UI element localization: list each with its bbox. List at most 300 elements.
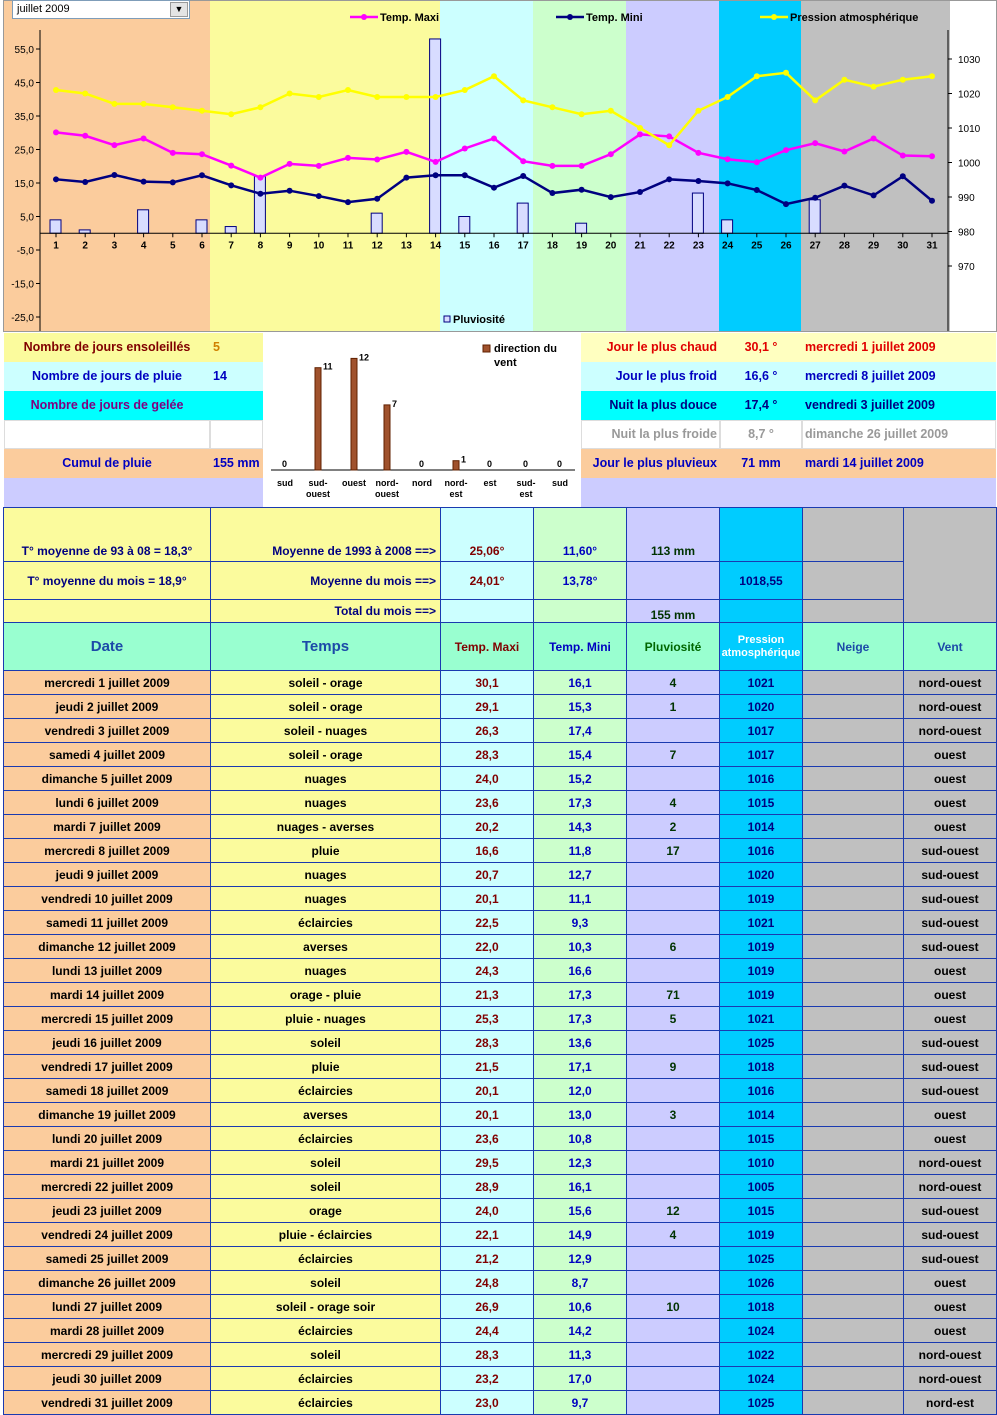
cell-vent[interactable]: nord-ouest: [904, 1367, 997, 1391]
cell-tmax[interactable]: 24,8: [441, 1271, 534, 1295]
cell-date[interactable]: vendredi 31 juillet 2009: [4, 1391, 211, 1415]
cell-vent[interactable]: ouest: [904, 815, 997, 839]
cell-tmin[interactable]: 10,6: [534, 1295, 627, 1319]
cell-pres[interactable]: 1015: [720, 1199, 803, 1223]
cell-pluv[interactable]: [627, 1319, 720, 1343]
cell-tmax[interactable]: 22,1: [441, 1223, 534, 1247]
cell-vent[interactable]: sud-ouest: [904, 1199, 997, 1223]
cell-temps[interactable]: soleil: [211, 1271, 441, 1295]
cell-neige[interactable]: [803, 935, 904, 959]
cell-tmin[interactable]: 16,1: [534, 671, 627, 695]
cell-pres[interactable]: 1016: [720, 839, 803, 863]
cell-vent[interactable]: sud-ouest: [904, 863, 997, 887]
cell-pres[interactable]: 1019: [720, 887, 803, 911]
cell-temps[interactable]: soleil: [211, 1031, 441, 1055]
cell-date[interactable]: samedi 25 juillet 2009: [4, 1247, 211, 1271]
cell-neige[interactable]: [803, 863, 904, 887]
cell-temps[interactable]: soleil: [211, 1151, 441, 1175]
cell-neige[interactable]: [803, 1007, 904, 1031]
table-row: [4, 911, 997, 935]
cell-temps[interactable]: averses: [211, 1103, 441, 1127]
cell-neige[interactable]: [803, 1151, 904, 1175]
col-header-pluv[interactable]: Pluviosité: [627, 623, 720, 671]
cell-tmin[interactable]: 10,8: [534, 1127, 627, 1151]
cell-tmax[interactable]: 28,3: [441, 743, 534, 767]
cell-vent[interactable]: ouest: [904, 1103, 997, 1127]
cell-vent[interactable]: sud-ouest: [904, 1079, 997, 1103]
cell-temps[interactable]: pluie - nuages: [211, 1007, 441, 1031]
cell-vent[interactable]: nord-est: [904, 1391, 997, 1415]
cell-vent[interactable]: sud-ouest: [904, 887, 997, 911]
cell-pres[interactable]: 1025: [720, 1391, 803, 1415]
cell-pres[interactable]: 1025: [720, 1031, 803, 1055]
cell-pres[interactable]: 1020: [720, 863, 803, 887]
cell-date[interactable]: dimanche 12 juillet 2009: [4, 935, 211, 959]
cell-tmax[interactable]: 20,1: [441, 1103, 534, 1127]
x-tick-label: 17: [517, 240, 529, 252]
cell-vent[interactable]: sud-ouest: [904, 1247, 997, 1271]
cell-temps[interactable]: nuages: [211, 791, 441, 815]
cell-pres[interactable]: 1014: [720, 815, 803, 839]
cell-pluv[interactable]: [627, 1271, 720, 1295]
cell-tmax[interactable]: 26,3: [441, 719, 534, 743]
cell-pres[interactable]: 1019: [720, 1223, 803, 1247]
cell-tmax[interactable]: 21,3: [441, 983, 534, 1007]
cell-tmax[interactable]: 28,9: [441, 1175, 534, 1199]
left-tick-label: 5,0: [20, 212, 34, 224]
cell-tmax[interactable]: 28,3: [441, 1031, 534, 1055]
cell-tmin[interactable]: 14,2: [534, 1319, 627, 1343]
avg-1993-2008-label: Moyenne de 1993 à 2008 ==>: [211, 508, 441, 562]
series-point: [316, 94, 322, 100]
cell-temps[interactable]: nuages: [211, 959, 441, 983]
cell-pres[interactable]: 1014: [720, 1103, 803, 1127]
cell-vent[interactable]: nord-ouest: [904, 671, 997, 695]
cell-pluv[interactable]: 71: [627, 983, 720, 1007]
cell-date[interactable]: mercredi 8 juillet 2009: [4, 839, 211, 863]
cell-pluv[interactable]: 3: [627, 1103, 720, 1127]
series-point: [637, 125, 643, 131]
cell-pluv[interactable]: 12: [627, 1199, 720, 1223]
cell-tmin[interactable]: 9,3: [534, 911, 627, 935]
cell-date[interactable]: lundi 27 juillet 2009: [4, 1295, 211, 1319]
cell-vent[interactable]: ouest: [904, 959, 997, 983]
series-point: [433, 159, 439, 165]
wind-category-label: est: [449, 489, 463, 499]
cell-tmin[interactable]: 17,1: [534, 1055, 627, 1079]
cell-pres[interactable]: 1020: [720, 695, 803, 719]
cell-temps[interactable]: nuages: [211, 863, 441, 887]
cell-vent[interactable]: nord-ouest: [904, 1175, 997, 1199]
cell-pluv[interactable]: 6: [627, 935, 720, 959]
cell-date[interactable]: vendredi 17 juillet 2009: [4, 1055, 211, 1079]
chevron-down-icon[interactable]: ▼: [170, 2, 188, 17]
col-header-neige[interactable]: Neige: [803, 623, 904, 671]
cell-temps[interactable]: éclaircies: [211, 1247, 441, 1271]
cell-pres[interactable]: 1018: [720, 1295, 803, 1319]
cell-date[interactable]: vendredi 24 juillet 2009: [4, 1223, 211, 1247]
cell-pluv[interactable]: 5: [627, 1007, 720, 1031]
cell-tmax[interactable]: 16,6: [441, 839, 534, 863]
cell-date[interactable]: dimanche 26 juillet 2009: [4, 1271, 211, 1295]
cell-vent[interactable]: sud-ouest: [904, 1031, 997, 1055]
cell-neige[interactable]: [803, 1391, 904, 1415]
cell-temps[interactable]: soleil: [211, 1343, 441, 1367]
x-tick-label: 4: [140, 240, 147, 252]
cell-date[interactable]: lundi 20 juillet 2009: [4, 1127, 211, 1151]
cell-neige[interactable]: [803, 791, 904, 815]
x-tick-label: 15: [459, 240, 471, 252]
left-tick-label: 55,0: [14, 45, 34, 56]
cell-date[interactable]: vendredi 10 juillet 2009: [4, 887, 211, 911]
series-point: [549, 190, 555, 196]
cell-tmin[interactable]: 16,1: [534, 1175, 627, 1199]
cell-neige[interactable]: [803, 767, 904, 791]
cell-neige[interactable]: [803, 695, 904, 719]
col-header-temps[interactable]: Temps: [211, 623, 441, 671]
cell-date[interactable]: samedi 4 juillet 2009: [4, 743, 211, 767]
cell-pluv[interactable]: 7: [627, 743, 720, 767]
cell-pluv[interactable]: [627, 1127, 720, 1151]
cell-date[interactable]: jeudi 9 juillet 2009: [4, 863, 211, 887]
cell-tmin[interactable]: 13,0: [534, 1103, 627, 1127]
series-point: [725, 156, 731, 162]
cell-neige[interactable]: [803, 671, 904, 695]
cell-tmax[interactable]: 23,6: [441, 1127, 534, 1151]
cell-date[interactable]: dimanche 19 juillet 2009: [4, 1103, 211, 1127]
cell-vent[interactable]: sud-ouest: [904, 839, 997, 863]
cell-pluv[interactable]: 4: [627, 1223, 720, 1247]
cell-temps[interactable]: éclaircies: [211, 911, 441, 935]
cell-vent[interactable]: ouest: [904, 767, 997, 791]
cell-vent[interactable]: sud-ouest: [904, 911, 997, 935]
cell-pluv[interactable]: [627, 1079, 720, 1103]
cell-tmax[interactable]: 22,0: [441, 935, 534, 959]
cell-neige[interactable]: [803, 719, 904, 743]
cell-temps[interactable]: nuages: [211, 887, 441, 911]
cell-tmin[interactable]: 14,9: [534, 1223, 627, 1247]
cell-vent[interactable]: sud-ouest: [904, 1055, 997, 1079]
cell-pres[interactable]: 1021: [720, 1007, 803, 1031]
cell-pres[interactable]: 1005: [720, 1175, 803, 1199]
wind-direction-chart: [263, 333, 581, 507]
table-row: [4, 671, 997, 695]
cell-neige[interactable]: [803, 839, 904, 863]
cell-temps[interactable]: éclaircies: [211, 1127, 441, 1151]
cell-tmin[interactable]: 13,6: [534, 1031, 627, 1055]
cell-vent[interactable]: nord-ouest: [904, 695, 997, 719]
cell-tmax[interactable]: 21,2: [441, 1247, 534, 1271]
cell-pluv[interactable]: [627, 767, 720, 791]
total-month-blank: [4, 600, 211, 623]
table-row: [4, 1031, 997, 1055]
col-header-tmax[interactable]: Temp. Maxi: [441, 623, 534, 671]
cell-tmin[interactable]: 12,0: [534, 1079, 627, 1103]
cell-tmin[interactable]: 17,3: [534, 983, 627, 1007]
cell-pluv[interactable]: [627, 1175, 720, 1199]
series-point: [783, 201, 789, 207]
cell-vent[interactable]: ouest: [904, 791, 997, 815]
cell-neige[interactable]: [803, 911, 904, 935]
cell-temps[interactable]: nuages: [211, 767, 441, 791]
cell-temps[interactable]: éclaircies: [211, 1367, 441, 1391]
cell-temps[interactable]: éclaircies: [211, 1391, 441, 1415]
cell-temps[interactable]: pluie - éclaircies: [211, 1223, 441, 1247]
cell-neige[interactable]: [803, 1055, 904, 1079]
cell-tmax[interactable]: 25,3: [441, 1007, 534, 1031]
cell-pluv[interactable]: [627, 959, 720, 983]
cell-vent[interactable]: ouest: [904, 1007, 997, 1031]
cell-tmax[interactable]: 23,6: [441, 791, 534, 815]
cell-tmin[interactable]: 11,3: [534, 1343, 627, 1367]
cell-temps[interactable]: soleil - nuages: [211, 719, 441, 743]
cell-pres[interactable]: 1021: [720, 911, 803, 935]
cell-pluv[interactable]: 9: [627, 1055, 720, 1079]
cell-pres[interactable]: 1024: [720, 1319, 803, 1343]
cell-pluv[interactable]: [627, 911, 720, 935]
cell-tmin[interactable]: 17,3: [534, 1007, 627, 1031]
cell-temps[interactable]: pluie: [211, 1055, 441, 1079]
cell-tmax[interactable]: 23,0: [441, 1391, 534, 1415]
cell-pluv[interactable]: 4: [627, 671, 720, 695]
cell-neige[interactable]: [803, 815, 904, 839]
col-header-vent[interactable]: Vent: [904, 623, 997, 671]
cell-date[interactable]: vendredi 3 juillet 2009: [4, 719, 211, 743]
series-point: [754, 187, 760, 193]
cell-tmax[interactable]: 21,5: [441, 1055, 534, 1079]
cell-tmin[interactable]: 11,8: [534, 839, 627, 863]
cell-tmax[interactable]: 22,5: [441, 911, 534, 935]
cell-tmin[interactable]: 9,7: [534, 1391, 627, 1415]
wind-legend-label: vent: [494, 357, 517, 369]
cell-pluv[interactable]: [627, 863, 720, 887]
cell-neige[interactable]: [803, 1247, 904, 1271]
cell-date[interactable]: mardi 7 juillet 2009: [4, 815, 211, 839]
series-point: [170, 104, 176, 110]
series-point: [695, 108, 701, 114]
cell-date[interactable]: jeudi 2 juillet 2009: [4, 695, 211, 719]
cell-pluv[interactable]: [627, 719, 720, 743]
cell-pres[interactable]: 1015: [720, 1127, 803, 1151]
cell-tmin[interactable]: 17,0: [534, 1367, 627, 1391]
cell-tmin[interactable]: 17,3: [534, 791, 627, 815]
series-point: [812, 97, 818, 103]
cell-neige[interactable]: [803, 1031, 904, 1055]
cell-temps[interactable]: orage - pluie: [211, 983, 441, 1007]
cell-pres[interactable]: 1022: [720, 1343, 803, 1367]
cell-neige[interactable]: [803, 1175, 904, 1199]
x-tick-label: 12: [371, 240, 383, 252]
cell-date[interactable]: mardi 28 juillet 2009: [4, 1319, 211, 1343]
cell-tmin[interactable]: 16,6: [534, 959, 627, 983]
cell-neige[interactable]: [803, 1079, 904, 1103]
cell-tmax[interactable]: 28,3: [441, 1343, 534, 1367]
cell-tmin[interactable]: 12,3: [534, 1151, 627, 1175]
series-point: [141, 101, 147, 107]
cell-neige[interactable]: [803, 1223, 904, 1247]
cell-pluv[interactable]: [627, 1031, 720, 1055]
cell-date[interactable]: dimanche 5 juillet 2009: [4, 767, 211, 791]
avg-1993-2008-tmax: 25,06°: [441, 508, 534, 562]
cell-neige[interactable]: [803, 743, 904, 767]
cell-tmin[interactable]: 8,7: [534, 1271, 627, 1295]
cell-pres[interactable]: 1019: [720, 935, 803, 959]
cell-tmax[interactable]: 20,2: [441, 815, 534, 839]
cell-tmin[interactable]: 11,1: [534, 887, 627, 911]
cell-vent[interactable]: nord-ouest: [904, 719, 997, 743]
x-tick-label: 14: [430, 240, 442, 252]
cell-temps[interactable]: soleil: [211, 1175, 441, 1199]
cell-pres[interactable]: 1015: [720, 791, 803, 815]
cell-neige[interactable]: [803, 1319, 904, 1343]
cell-vent[interactable]: ouest: [904, 743, 997, 767]
wind-value-label: 0: [487, 459, 493, 469]
cell-temps[interactable]: éclaircies: [211, 1319, 441, 1343]
cell-pres[interactable]: 1017: [720, 719, 803, 743]
cell-tmax[interactable]: 20,7: [441, 863, 534, 887]
left-tick-label: -25,0: [11, 313, 34, 324]
cell-tmax[interactable]: 24,0: [441, 767, 534, 791]
cell-tmax[interactable]: 26,9: [441, 1295, 534, 1319]
cell-pres[interactable]: 1025: [720, 1247, 803, 1271]
cell-pluv[interactable]: 17: [627, 839, 720, 863]
cell-date[interactable]: lundi 13 juillet 2009: [4, 959, 211, 983]
cell-pluv[interactable]: [627, 887, 720, 911]
cell-neige[interactable]: [803, 983, 904, 1007]
month-select[interactable]: [12, 0, 190, 19]
cell-vent[interactable]: ouest: [904, 1295, 997, 1319]
cell-temps[interactable]: nuages - averses: [211, 815, 441, 839]
cell-vent[interactable]: sud-ouest: [904, 935, 997, 959]
cell-date[interactable]: mercredi 1 juillet 2009: [4, 671, 211, 695]
cell-tmin[interactable]: 14,3: [534, 815, 627, 839]
cell-date[interactable]: lundi 6 juillet 2009: [4, 791, 211, 815]
cell-pluv[interactable]: 1: [627, 695, 720, 719]
legend-label: Pluviosité: [453, 314, 505, 326]
cell-tmax[interactable]: 29,5: [441, 1151, 534, 1175]
cell-pluv[interactable]: [627, 1247, 720, 1271]
cell-pluv[interactable]: [627, 1151, 720, 1175]
cell-pluv[interactable]: 10: [627, 1295, 720, 1319]
cell-tmax[interactable]: 29,1: [441, 695, 534, 719]
cell-tmin[interactable]: 10,3: [534, 935, 627, 959]
cell-pres[interactable]: 1010: [720, 1151, 803, 1175]
cell-pluv[interactable]: 4: [627, 791, 720, 815]
cell-pres[interactable]: 1019: [720, 983, 803, 1007]
cell-tmin[interactable]: 17,4: [534, 719, 627, 743]
table-row: [4, 767, 997, 791]
cell-date[interactable]: jeudi 30 juillet 2009: [4, 1367, 211, 1391]
series-point: [783, 70, 789, 76]
cell-temps[interactable]: éclaircies: [211, 1079, 441, 1103]
cell-tmax[interactable]: 24,3: [441, 959, 534, 983]
cell-tmax[interactable]: 30,1: [441, 671, 534, 695]
cell-pluv[interactable]: [627, 1391, 720, 1415]
cell-pluv[interactable]: [627, 1367, 720, 1391]
cell-neige[interactable]: [803, 1127, 904, 1151]
cell-pres[interactable]: 1016: [720, 767, 803, 791]
cell-vent[interactable]: ouest: [904, 1127, 997, 1151]
cell-tmin[interactable]: 12,7: [534, 863, 627, 887]
col-header-pres[interactable]: Pression atmosphérique: [720, 623, 803, 671]
cell-tmin[interactable]: 12,9: [534, 1247, 627, 1271]
cell-date[interactable]: mercredi 15 juillet 2009: [4, 1007, 211, 1031]
cell-date[interactable]: mardi 14 juillet 2009: [4, 983, 211, 1007]
cell-temps[interactable]: soleil - orage: [211, 671, 441, 695]
cell-neige[interactable]: [803, 1199, 904, 1223]
col-header-tmin[interactable]: Temp. Mini: [534, 623, 627, 671]
cell-neige[interactable]: [803, 959, 904, 983]
cell-tmin[interactable]: 15,4: [534, 743, 627, 767]
col-header-date[interactable]: Date: [4, 623, 211, 671]
cell-date[interactable]: jeudi 16 juillet 2009: [4, 1031, 211, 1055]
cell-pres[interactable]: 1021: [720, 671, 803, 695]
cell-date[interactable]: samedi 18 juillet 2009: [4, 1079, 211, 1103]
x-tick-label: 20: [605, 240, 617, 252]
cell-pres[interactable]: 1018: [720, 1055, 803, 1079]
series-point: [287, 188, 293, 194]
cell-vent[interactable]: ouest: [904, 983, 997, 1007]
cell-vent[interactable]: ouest: [904, 1271, 997, 1295]
x-tick-label: 10: [313, 240, 325, 252]
cell-date[interactable]: mardi 21 juillet 2009: [4, 1151, 211, 1175]
cell-date[interactable]: mercredi 29 juillet 2009: [4, 1343, 211, 1367]
cell-neige[interactable]: [803, 887, 904, 911]
cell-pres[interactable]: 1024: [720, 1367, 803, 1391]
cell-temps[interactable]: soleil - orage soir: [211, 1295, 441, 1319]
cell-date[interactable]: mercredi 22 juillet 2009: [4, 1175, 211, 1199]
cell-temps[interactable]: averses: [211, 935, 441, 959]
series-point: [316, 193, 322, 199]
cell-date[interactable]: jeudi 23 juillet 2009: [4, 1199, 211, 1223]
cell-tmax[interactable]: 23,2: [441, 1367, 534, 1391]
cell-neige[interactable]: [803, 1295, 904, 1319]
x-tick-label: 2: [82, 240, 88, 252]
cell-neige[interactable]: [803, 1343, 904, 1367]
cell-temps[interactable]: soleil - orage: [211, 695, 441, 719]
cell-pres[interactable]: 1017: [720, 743, 803, 767]
cell-tmax[interactable]: 20,1: [441, 887, 534, 911]
cell-vent[interactable]: ouest: [904, 1319, 997, 1343]
cell-temps[interactable]: pluie: [211, 839, 441, 863]
cell-vent[interactable]: nord-ouest: [904, 1343, 997, 1367]
cell-tmax[interactable]: 24,0: [441, 1199, 534, 1223]
cell-vent[interactable]: nord-ouest: [904, 1151, 997, 1175]
table-row: [4, 743, 997, 767]
cell-pres[interactable]: 1019: [720, 959, 803, 983]
cell-pres[interactable]: 1016: [720, 1079, 803, 1103]
cell-temps[interactable]: orage: [211, 1199, 441, 1223]
rain-bar: [50, 220, 61, 233]
x-tick-label: 29: [868, 240, 880, 252]
cell-tmin[interactable]: 15,2: [534, 767, 627, 791]
cell-tmin[interactable]: 15,3: [534, 695, 627, 719]
avg-1993-2008-pluv: 113 mm: [627, 508, 720, 562]
cell-neige[interactable]: [803, 1367, 904, 1391]
wind-category-label: sud-: [516, 478, 536, 488]
cell-pluv[interactable]: [627, 1343, 720, 1367]
cell-tmax[interactable]: 24,4: [441, 1319, 534, 1343]
cell-neige[interactable]: [803, 1103, 904, 1127]
cell-vent[interactable]: sud-ouest: [904, 1223, 997, 1247]
cell-temps[interactable]: soleil - orage: [211, 743, 441, 767]
cell-pluv[interactable]: 2: [627, 815, 720, 839]
cell-neige[interactable]: [803, 1271, 904, 1295]
cell-pres[interactable]: 1026: [720, 1271, 803, 1295]
cell-tmin[interactable]: 15,6: [534, 1199, 627, 1223]
cell-date[interactable]: samedi 11 juillet 2009: [4, 911, 211, 935]
cell-tmax[interactable]: 20,1: [441, 1079, 534, 1103]
